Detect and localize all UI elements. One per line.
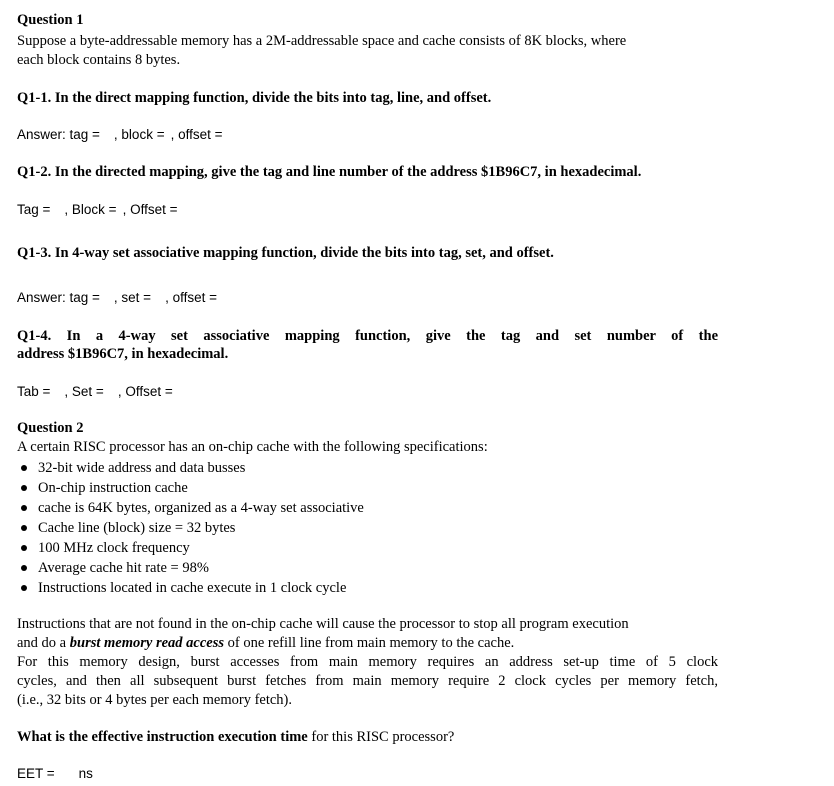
q2-eet-answer-line (17, 766, 93, 781)
q2-question-rest: for this RISC processor? (307, 729, 455, 745)
q1-4-heading-line-2: address $1B96C7, in hexadecimal. (17, 346, 229, 362)
q1-2-offset-label: , Offset = (122, 202, 178, 217)
q1-3-heading: Q1-3. In 4-way set associative mapping function, divide the bits into tag, set, and offset. (17, 245, 554, 261)
q1-2-heading: Q1-2. In the directed mapping, give the tag and line number of the address $1B96C7, in hexadecimal. (17, 164, 642, 180)
q2-para2-line-2: cycles, and then all subsequent burst fetches from main memory require 2 clock cycles per memory fetch, (17, 673, 718, 689)
q2-question-bold: What is the effective instruction execution time (17, 729, 308, 745)
question-1-title: Question 1 (17, 12, 84, 28)
q1-2-tag-label: Tag = (17, 202, 51, 217)
q2-para1-line-1: Instructions that are not found in the on-chip cache will cause the processor to stop all program execution (17, 616, 629, 632)
q2-question (17, 728, 454, 747)
q2-intro: A certain RISC processor has an on-chip cache with the following specifications: (17, 439, 488, 455)
list-item: Instructions located in cache execute in 1 clock cycle (17, 578, 364, 598)
list-item: 32-bit wide address and data busses (17, 458, 364, 478)
q1-3-set-label: , set = (113, 290, 152, 305)
q1-intro-line-2: each block contains 8 bytes. (17, 52, 181, 68)
q1-3-offset-label: , offset = (165, 290, 217, 305)
q1-1-offset-label: , offset = (170, 127, 223, 142)
q1-1-heading: Q1-1. In the direct mapping function, divide the bits into tag, line, and offset. (17, 90, 492, 106)
q1-2-answer-line (17, 202, 177, 217)
question-2-title: Question 2 (17, 420, 84, 436)
q1-intro-line-1: Suppose a byte-addressable memory has a 2M-addressable space and cache consists of 8K blocks, where (17, 33, 627, 49)
q2-para2-line-1: For this memory design, burst accesses from main memory requires an address set-up time of 5 clock (17, 654, 718, 670)
eet-unit: ns (78, 766, 93, 781)
q1-3-answer-line (17, 290, 217, 305)
q2-para1-text-c: of one refill line from main memory to the cache. (224, 635, 515, 651)
list-item: Cache line (block) size = 32 bytes (17, 518, 364, 538)
q2-burst-read-emphasis: burst memory read access (69, 635, 224, 651)
list-item: Average cache hit rate = 98% (17, 558, 364, 578)
q2-para1-line-2 (17, 634, 514, 653)
q2-para2-line-3: (i.e., 32 bits or 4 bytes per each memory fetch). (17, 692, 293, 708)
q1-4-heading-line-1: Q1-4. In a 4-way set associative mapping function, give the tag and set number of the (17, 328, 718, 344)
q1-4-set-label: , Set = (64, 384, 104, 399)
q1-3-tag-label: Answer: tag = (17, 290, 100, 305)
q1-4-offset-label: , Offset = (117, 384, 173, 399)
q1-1-answer-line (17, 127, 223, 142)
list-item: On-chip instruction cache (17, 478, 364, 498)
q1-2-block-label: , Block = (64, 202, 117, 217)
q1-1-block-label: , block = (113, 127, 165, 142)
list-item: 100 MHz clock frequency (17, 538, 364, 558)
q1-1-tag-label: Answer: tag = (17, 127, 100, 142)
q1-4-answer-line (17, 384, 173, 399)
q1-4-tab-label: Tab = (17, 384, 51, 399)
eet-label: EET = (17, 766, 55, 781)
q2-spec-list (17, 458, 364, 598)
list-item: cache is 64K bytes, organized as a 4-way set associative (17, 498, 364, 518)
q2-para1-text-a: and do a (17, 635, 70, 651)
